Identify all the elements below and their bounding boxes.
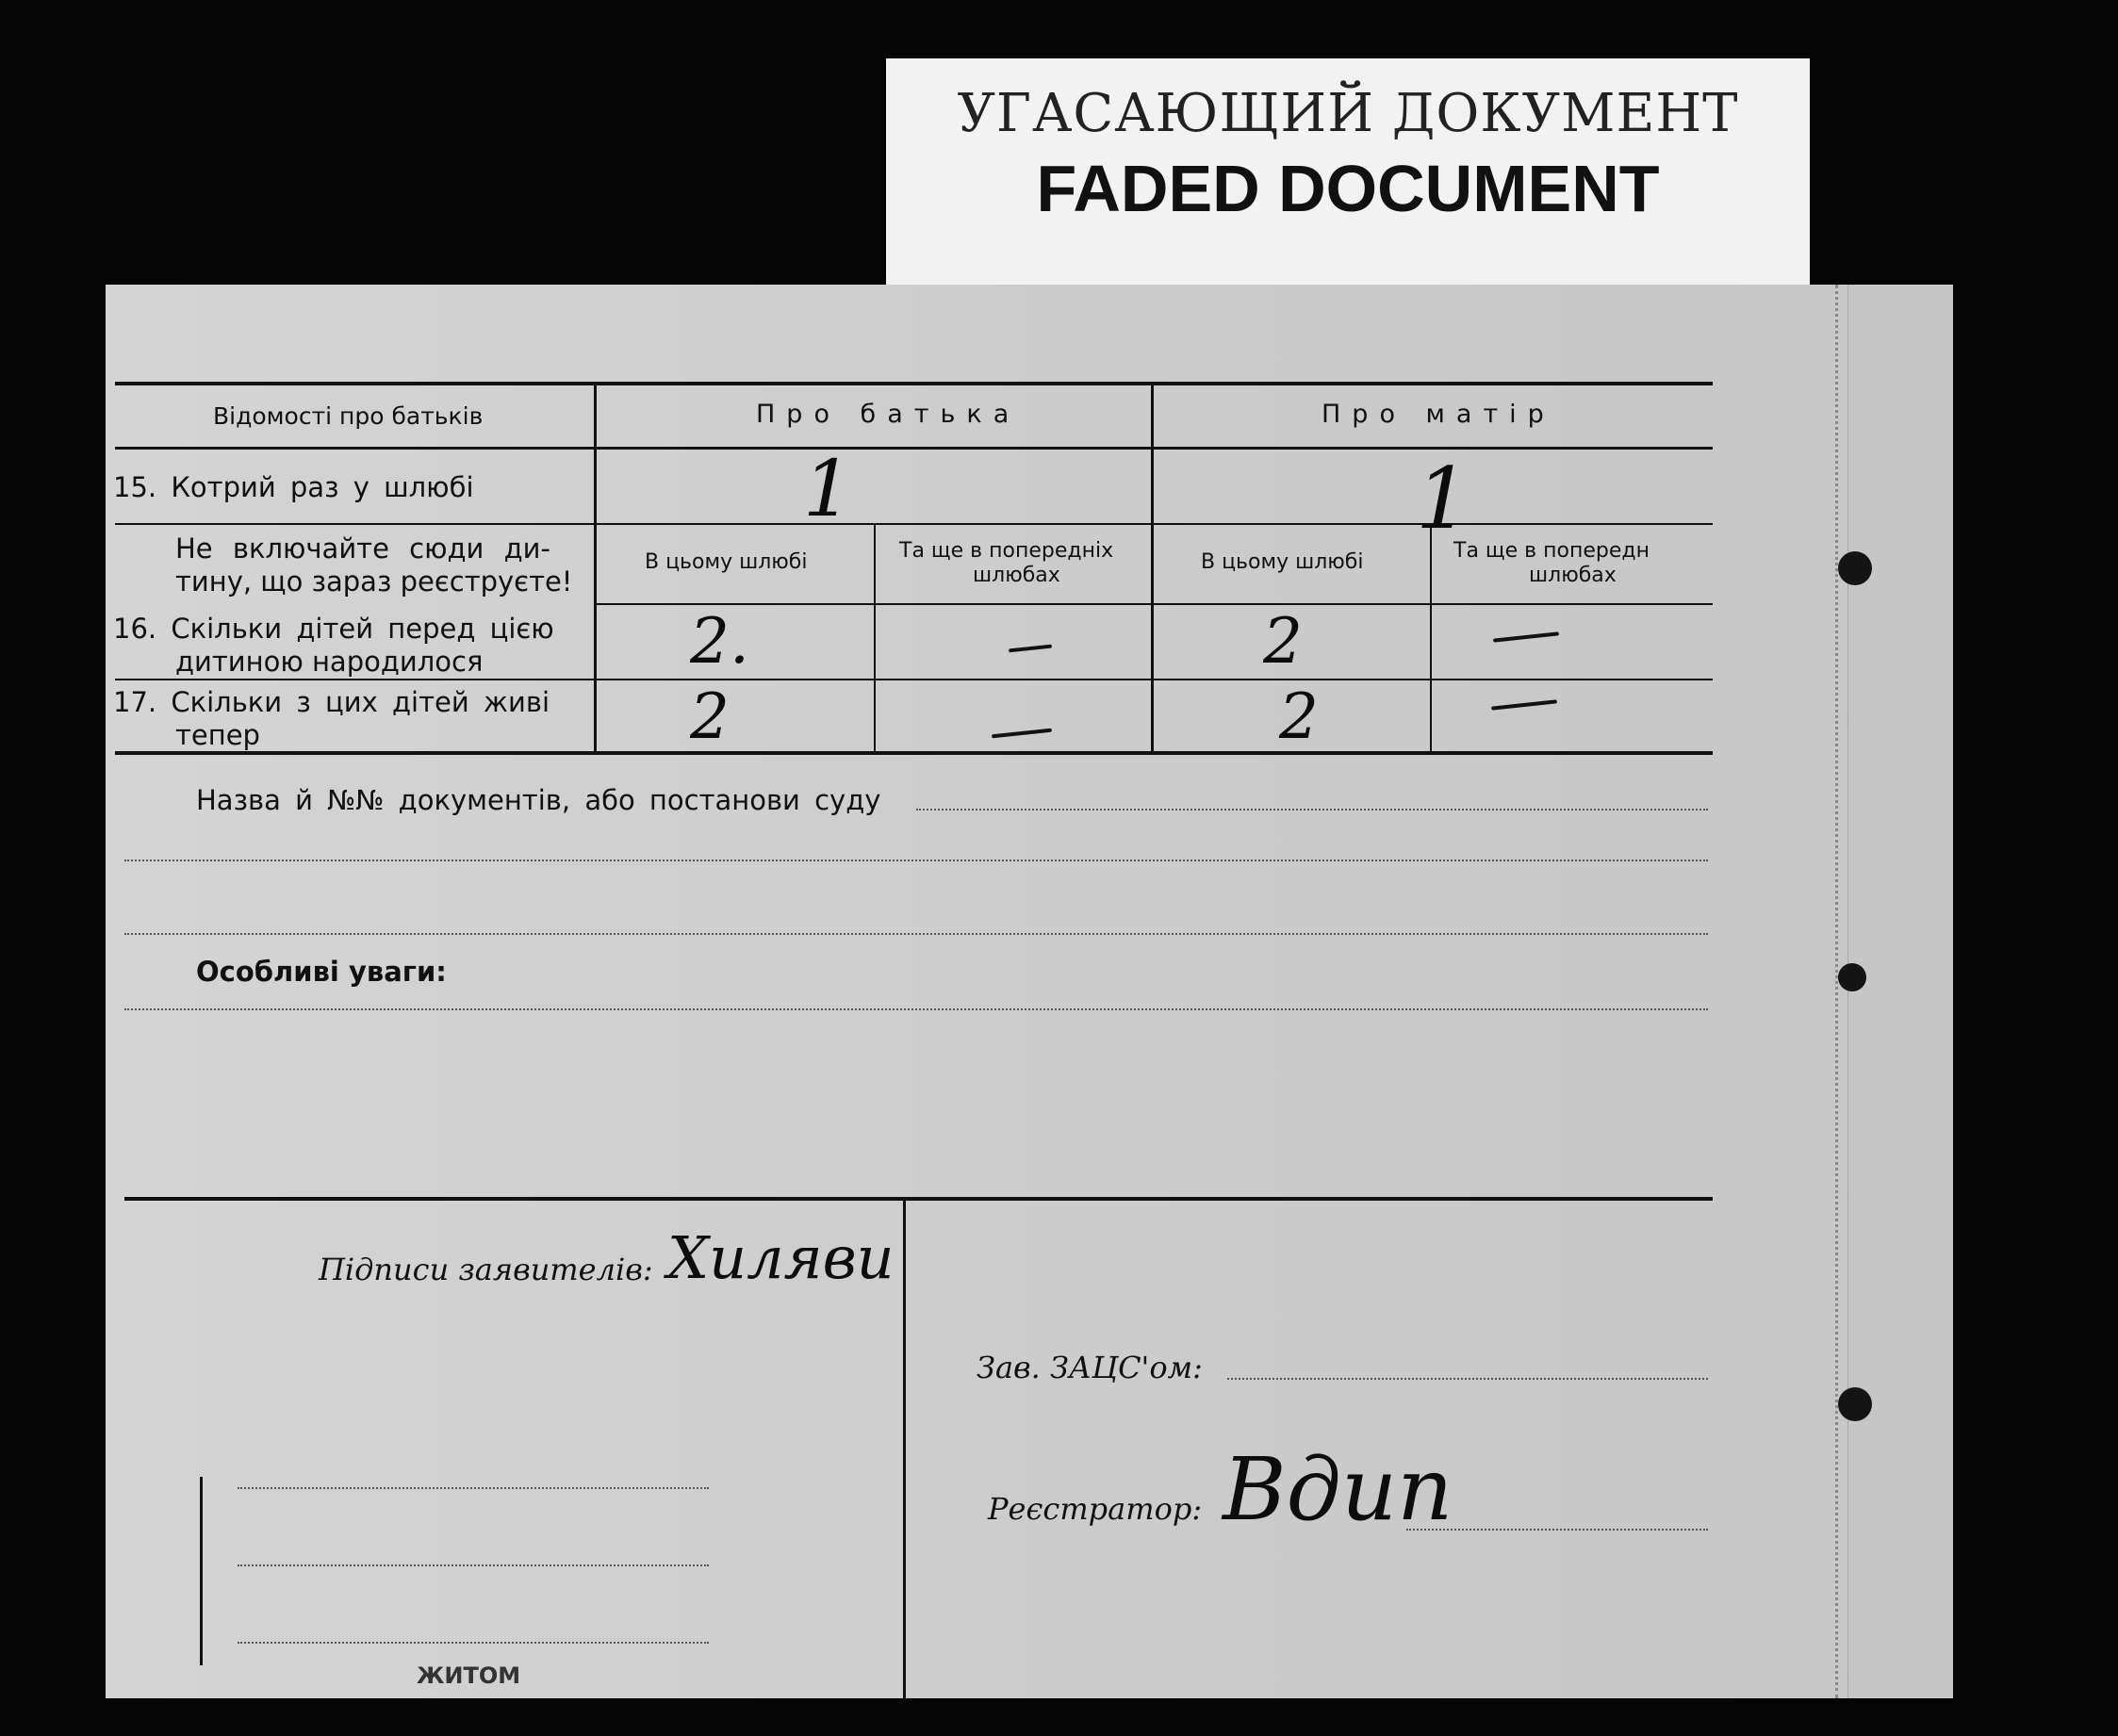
binding-hole bbox=[1838, 1387, 1872, 1421]
header-about-father: Про батька bbox=[756, 400, 1021, 429]
applicants-signatures-label: Підписи заявителів: bbox=[319, 1252, 653, 1287]
row16-mother-prev bbox=[1493, 631, 1559, 642]
perforated-strip bbox=[1835, 285, 1848, 1698]
binding-hole bbox=[1838, 551, 1872, 585]
row17-label-line1: 17. Скільки з цих дітей живі bbox=[113, 686, 550, 718]
father-this-marriage-header: В цьому шлюбі bbox=[645, 550, 808, 574]
table-column-border bbox=[1151, 382, 1154, 754]
applicants-signature: Хиляви bbox=[667, 1223, 895, 1292]
faded-document-label bbox=[886, 58, 1810, 294]
signature-section-border bbox=[124, 1197, 1713, 1201]
document-sheet bbox=[106, 285, 1953, 1698]
row16-label-line2: дитиною народилося bbox=[175, 646, 484, 678]
head-zags-label: Зав. ЗАЦС'ом: bbox=[977, 1350, 1203, 1385]
row16-label-line1: 16. Скільки дітей перед цією bbox=[113, 613, 554, 645]
row16-father-prev bbox=[1009, 645, 1052, 653]
registrar-signature: Вдип bbox=[1223, 1439, 1453, 1540]
fill-line bbox=[238, 1564, 709, 1566]
row17-label-line2: тепер bbox=[175, 719, 260, 751]
father-previous-marriages-header: Та ще в попередніх bbox=[899, 539, 1114, 563]
signature-section-divider bbox=[903, 1199, 906, 1698]
fill-line bbox=[238, 1487, 709, 1489]
label-russian: УГАСАЮЩИЙ ДОКУМЕНТ bbox=[957, 83, 1739, 144]
row15-label: 15. Котрий раз у шлюбі bbox=[113, 471, 474, 503]
note-line2: тину, що зараз реєструєте! bbox=[175, 565, 573, 598]
binding-hole bbox=[1838, 963, 1866, 991]
registrar-fill-line bbox=[1406, 1529, 1708, 1531]
registrar-label: Реєстратор: bbox=[988, 1491, 1203, 1527]
fill-line bbox=[238, 1642, 709, 1644]
documents-label: Назва й №№ документів, або постанови суду bbox=[196, 784, 881, 816]
documents-fill-line-3 bbox=[124, 933, 1708, 935]
father-previous-marriages-header-2: шлюбах bbox=[973, 564, 1060, 587]
notes-fill-line bbox=[124, 1008, 1708, 1010]
special-notes-label: Особливі уваги: bbox=[196, 956, 447, 988]
row15-mother-value: 1 bbox=[1416, 450, 1470, 549]
row15-father-value: 1 bbox=[803, 445, 853, 534]
table-column-border bbox=[874, 523, 876, 754]
mother-previous-marriages-header-2: шлюбах bbox=[1529, 564, 1617, 587]
row16-mother-this: 2 bbox=[1263, 605, 1303, 678]
table-bottom-border bbox=[115, 751, 1713, 755]
label-english: FADED DOCUMENT bbox=[1036, 152, 1660, 225]
table-column-border bbox=[1430, 523, 1432, 754]
row17-mother-prev bbox=[1491, 699, 1557, 710]
table-top-border bbox=[115, 382, 1713, 385]
note-line1: Не включайте сюди ди- bbox=[175, 532, 550, 565]
row17-father-prev bbox=[992, 729, 1052, 739]
header-about-mother: Про матір bbox=[1322, 400, 1555, 429]
mother-this-marriage-header: В цьому шлюбі bbox=[1201, 550, 1364, 574]
table-row-border bbox=[596, 603, 1713, 605]
bracket bbox=[200, 1477, 203, 1665]
documents-fill-line-2 bbox=[124, 860, 1708, 861]
row17-father-this: 2 bbox=[690, 680, 730, 753]
table-header-border bbox=[115, 447, 1713, 450]
table-row-border bbox=[115, 523, 1713, 525]
row16-father-this: 2. bbox=[690, 605, 749, 678]
table-column-border bbox=[594, 382, 597, 754]
mother-previous-marriages-header: Та ще в попередн bbox=[1453, 539, 1650, 563]
table-row-border bbox=[115, 679, 1713, 680]
header-parents-info: Відомості про батьків bbox=[213, 402, 484, 430]
row17-mother-this: 2 bbox=[1279, 680, 1319, 753]
bottom-fragment-text: ЖИТОМ bbox=[417, 1662, 521, 1689]
documents-fill-line bbox=[916, 809, 1708, 811]
head-zags-fill-line bbox=[1227, 1378, 1708, 1380]
